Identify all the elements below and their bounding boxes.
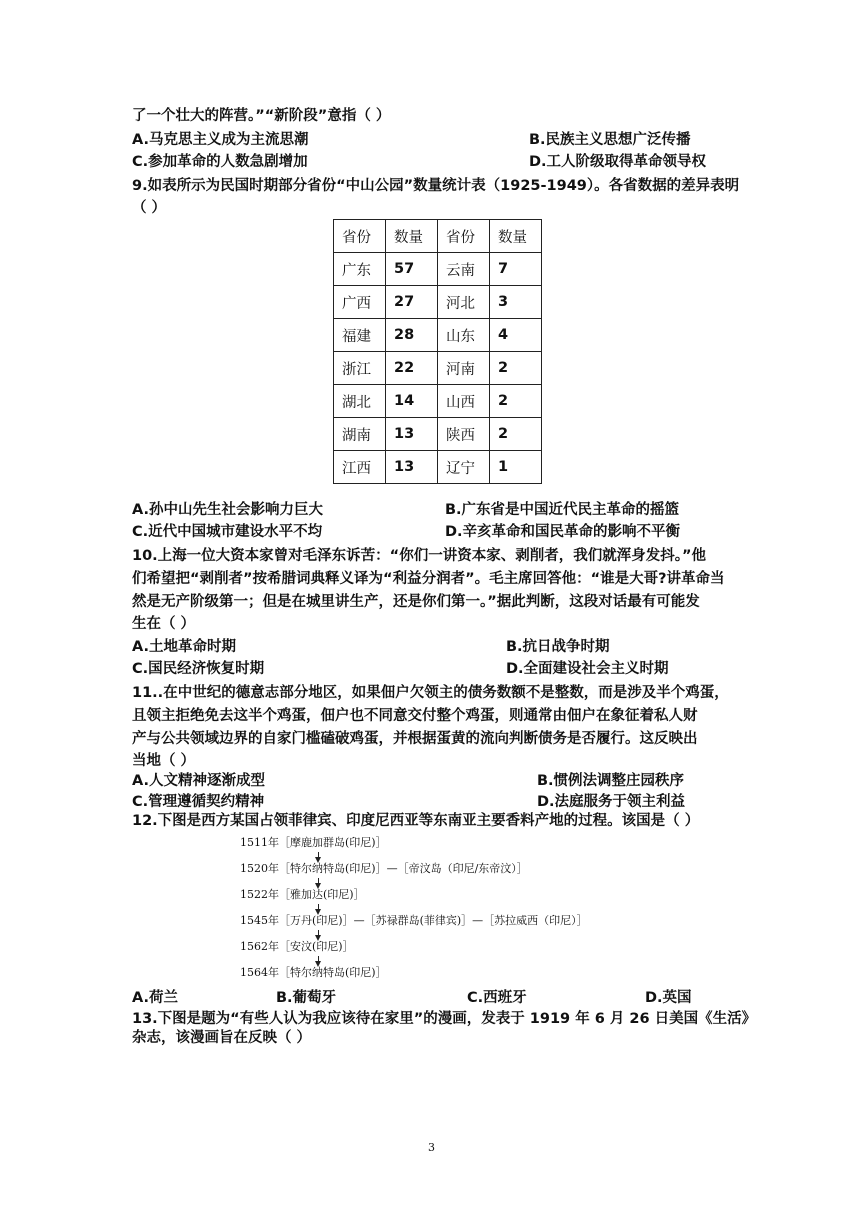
q11-option-b: B.惯例法调整庄园秩序	[537, 773, 685, 789]
q8-option-c: C.参加革命的人数急剧增加	[132, 154, 308, 170]
q10-stem-line: 们希望把“剥削者”按希腊词典释义译为“利益分润者”。毛主席回答他：“谁是大哥?讲革命当	[132, 571, 725, 587]
table-cell: 山东	[438, 319, 490, 352]
table-header: 数量	[386, 220, 438, 253]
table-cell: 江西	[334, 451, 386, 484]
q11-stem-line: 产与公共领域边界的自家门槛磕破鸡蛋，并根据蛋黄的流向判断债务是否履行。这反映出	[132, 731, 698, 747]
table-cell: 浙江	[334, 352, 386, 385]
table-row	[334, 286, 542, 319]
q11-stem-line: 且领主拒绝免去这半个鸡蛋，佃户也不同意交付整个鸡蛋，则通常由佃户在象征着私人财	[132, 708, 698, 724]
table-row	[334, 451, 542, 484]
table-row	[334, 319, 542, 352]
table-cell: 13	[386, 418, 438, 451]
q9-option-a: A.孙中山先生社会影响力巨大	[132, 502, 323, 518]
q12-option-b: B.葡萄牙	[276, 990, 337, 1006]
q10-option-d: D.全面建设社会主义时期	[506, 661, 669, 677]
page-number: 3	[428, 1141, 435, 1154]
q10-option-b: B.抗日战争时期	[506, 639, 610, 655]
table-header: 数量	[490, 220, 542, 253]
q9-stem: 9.如表所示为民国时期部分省份“中山公园”数量统计表（1925-1949）。各省数据的差异表明	[132, 178, 740, 194]
table-cell: 陕西	[438, 418, 490, 451]
q8-option-d: D.工人阶级取得革命领导权	[529, 154, 707, 170]
table-cell: 2	[490, 418, 542, 451]
table-cell: 辽宁	[438, 451, 490, 484]
q8-option-b: B.民族主义思想广泛传播	[529, 132, 691, 148]
table-row	[334, 418, 542, 451]
timeline-entry: 1520年［特尔纳特岛(印尼)］—［帝汶岛（印尼/东帝汶）］	[240, 862, 528, 875]
arrow-down-icon	[318, 852, 319, 861]
q9-stem-blank: （ ）	[132, 200, 167, 216]
table-cell: 28	[386, 319, 438, 352]
table-cell: 福建	[334, 319, 386, 352]
arrow-down-icon	[318, 930, 319, 939]
q10-stem-line: 生在（ ）	[132, 616, 196, 632]
arrow-down-icon	[318, 878, 319, 887]
q10-option-a: A.土地革命时期	[132, 639, 236, 655]
timeline-entry: 1522年［雅加达(印尼)］	[240, 888, 365, 901]
table-cell: 2	[490, 385, 542, 418]
q10-stem-line: 10.上海一位大资本家曾对毛泽东诉苦：“你们一讲资本家、剥削者，我们就浑身发抖。”他	[132, 548, 706, 564]
q9-option-d: D.辛亥革命和国民革命的影响不平衡	[445, 524, 681, 540]
table-cell: 2	[490, 352, 542, 385]
table-cell: 14	[386, 385, 438, 418]
table-row	[334, 352, 542, 385]
table-cell: 3	[490, 286, 542, 319]
q12-option-c: C.西班牙	[467, 990, 527, 1006]
table-cell: 云南	[438, 253, 490, 286]
table-cell: 广西	[334, 286, 386, 319]
q11-stem-line: 11..在中世纪的德意志部分地区，如果佃户欠领主的债务数额不是整数，而是涉及半个鸡蛋，	[132, 685, 729, 701]
table-row	[334, 253, 542, 286]
timeline-entry: 1545年［万丹(印尼)］—［苏禄群岛(菲律宾)］—［苏拉威西（印尼）］	[240, 914, 588, 927]
timeline-entry: 1511年［摩鹿加群岛(印尼)］	[240, 836, 387, 849]
table-cell: 13	[386, 451, 438, 484]
table-cell: 22	[386, 352, 438, 385]
table-cell: 湖北	[334, 385, 386, 418]
timeline-entry: 1564年［特尔纳特岛(印尼)］	[240, 966, 387, 979]
table-cell: 山西	[438, 385, 490, 418]
timeline-entry: 1562年［安汶(印尼)］	[240, 940, 354, 953]
q12-option-d: D.英国	[645, 990, 692, 1006]
q11-stem-line: 当地（ ）	[132, 753, 196, 769]
table-header-row	[334, 220, 542, 253]
q11-option-c: C.管理遵循契约精神	[132, 794, 265, 810]
table-header: 省份	[438, 220, 490, 253]
q11-option-a: A.人文精神逐渐成型	[132, 773, 265, 789]
q12-option-a: A.荷兰	[132, 990, 178, 1006]
q10-option-c: C.国民经济恢复时期	[132, 661, 265, 677]
q8-option-a: A.马克思主义成为主流思潮	[132, 132, 309, 148]
q13-stem: 13.下图是题为“有些人认为我应该待在家里”的漫画，发表于 1919 年 6 月 26 日美国《生活》	[132, 1011, 757, 1027]
table-header: 省份	[334, 220, 386, 253]
table-cell: 广东	[334, 253, 386, 286]
table-row	[334, 385, 542, 418]
q9-option-c: C.近代中国城市建设水平不均	[132, 524, 323, 540]
arrow-down-icon	[318, 904, 319, 913]
q12-stem: 12.下图是西方某国占领菲律宾、印度尼西亚等东南亚主要香料产地的过程。该国是（ ）	[132, 813, 700, 829]
table-cell: 1	[490, 451, 542, 484]
table-cell: 27	[386, 286, 438, 319]
q8-stem-tail: 了一个壮大的阵营。”“新阶段”意指（ ）	[132, 108, 391, 124]
q11-option-d: D.法庭服务于领主利益	[537, 794, 686, 810]
table-cell: 57	[386, 253, 438, 286]
q10-stem-line: 然是无产阶级第一；但是在城里讲生产，还是你们第一。”据此判断，这段对话最有可能发	[132, 594, 700, 610]
arrow-down-icon	[318, 956, 319, 965]
table-cell: 河南	[438, 352, 490, 385]
table-cell: 4	[490, 319, 542, 352]
table-cell: 河北	[438, 286, 490, 319]
q13-stem-cont: 杂志，该漫画旨在反映（ ）	[132, 1030, 312, 1046]
table-cell: 湖南	[334, 418, 386, 451]
park-count-table	[333, 219, 542, 484]
table-cell: 7	[490, 253, 542, 286]
q9-option-b: B.广东省是中国近代民主革命的摇篮	[445, 502, 680, 518]
